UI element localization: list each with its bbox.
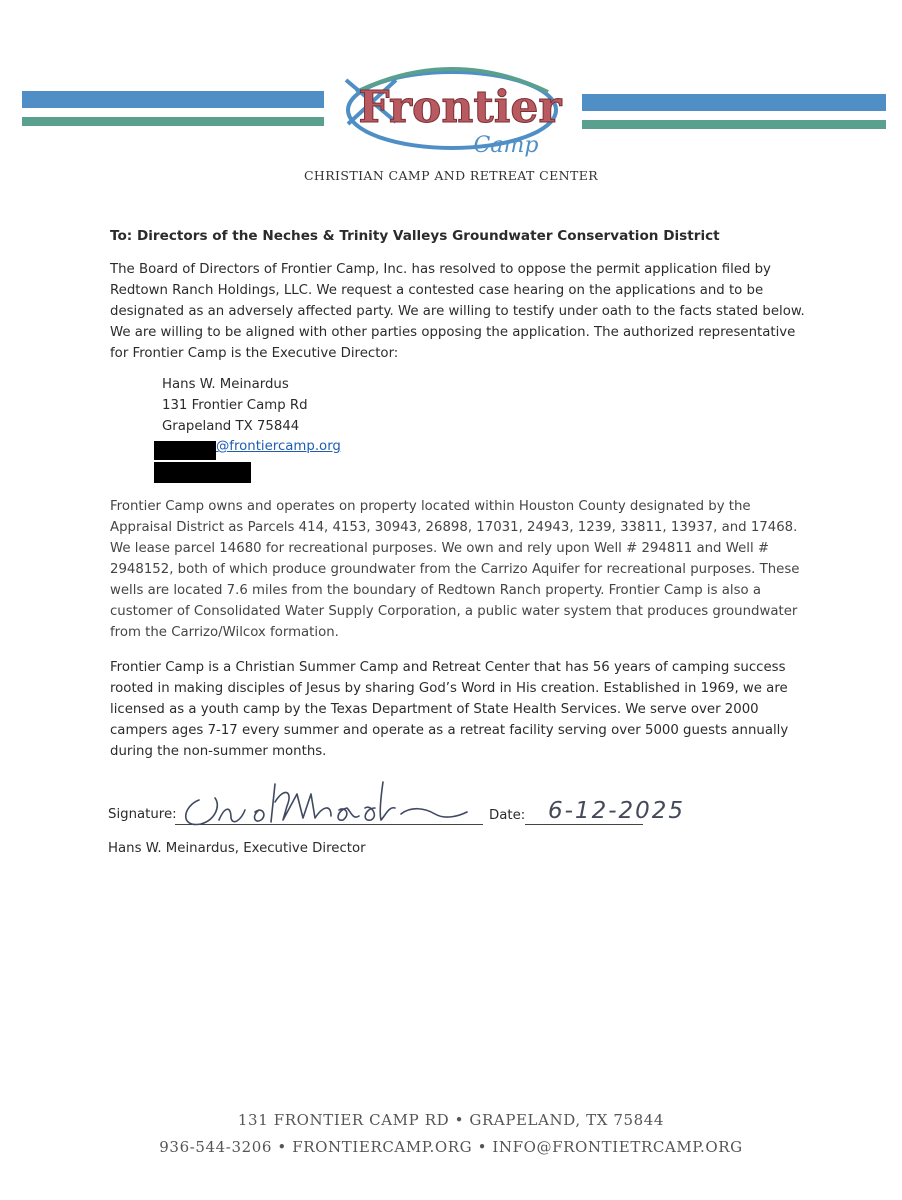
logo-wordmark: Frontier [358,82,562,133]
handwritten-date: 6-12-2025 [548,798,686,824]
date-label: Date: [489,808,526,823]
signer-name-title: Hans W. Meinardus, Executive Director [108,841,366,856]
header-band-right [582,94,886,130]
representative-name: Hans W. Meinardus [162,377,289,392]
footer-address: 131 FRONTIER CAMP RD • GRAPELAND, TX 75844 [237,1111,665,1129]
redaction-block [154,441,216,460]
paragraph-2: Frontier Camp owns and operates on property located within Houston County designated by the Appraisal District as Parcels 414, 4153, 30943, 26898, 17031, 24943, 1239, 33811, 13937, and 17468. We lease parcel 14680 for recreational purposes. We own and rely upon Well # 294811 and Well # 2948152, both of which produce groundwater from the Carrizo Aquifer for recreational purposes. These wells are located 7.6 miles from the boundary of Redtown Ranch property. Frontier Camp is also a customer of Consolidated Water Supply Corporation, a public water system that produces groundwater from the Carrizo/Wilcox formation. [110,499,800,640]
footer-contact: 936-544-3206 • FRONTIERCAMP.ORG • INFO@FRONTIETRCAMP.ORG [159,1138,743,1156]
email-link[interactable]: @frontiercamp.org [216,439,341,454]
salutation: To: Directors of the Neches & Trinity Valleys Groundwater Conservation District [110,228,720,244]
paragraph-1: The Board of Directors of Frontier Camp, Inc. has resolved to oppose the permit application filed by Redtown Ranch Holdings, LLC. We request a contested case hearing on the applications and to be designated as an adversely affected party. We are willing to testify under oath to the facts stated below. We are willing to be aligned with other parties opposing the application. The authorized representative for Frontier Camp is the Executive Director: [110,262,805,361]
handwritten-signature [175,776,475,832]
frontier-camp-logo [336,52,568,168]
representative-address [162,374,308,437]
representative-street: 131 Frontier Camp Rd [162,398,308,413]
representative-city: Grapeland TX 75844 [162,419,300,434]
paragraph-3: Frontier Camp is a Christian Summer Camp and Retreat Center that has 56 years of camping success rooted in making disciples of Jesus by sharing God’s Word in His creation. Established in 1969, we are licensed as a youth camp by the Texas Department of State Health Services. We serve over 2000 campers ages 7-17 every summer and operate as a retreat facility serving over 5000 guests annually during the non-summer months. [110,660,789,759]
logo-subtext: Camp [473,133,539,158]
tagline: CHRISTIAN CAMP AND RETREAT CENTER [303,168,599,183]
date-line [525,824,643,825]
header-band-left [22,91,324,127]
signature-label: Signature: [108,807,177,822]
redaction-block [154,462,251,483]
